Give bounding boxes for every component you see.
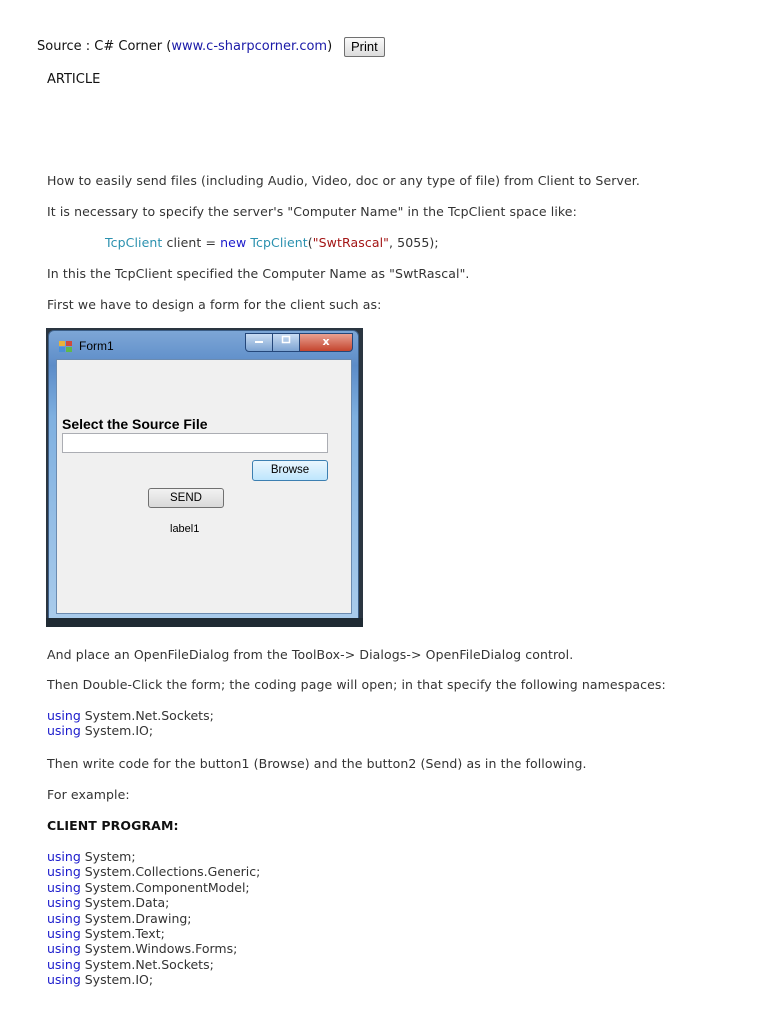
paragraph-openfiledialog: And place an OpenFileDialog from the ToolBox-> Dialogs-> OpenFileDialog control. <box>47 647 574 662</box>
code-token: TcpClient <box>250 235 308 250</box>
paragraph-write-code: Then write code for the button1 (Browse) and the button2 (Send) as in the following. <box>47 756 587 771</box>
code-line <box>47 941 260 956</box>
print-button[interactable]: Print <box>344 37 385 57</box>
heading-client-program: CLIENT PROGRAM: <box>47 818 179 833</box>
code-client-usings <box>47 849 260 988</box>
code-keyword: using <box>47 895 81 911</box>
code-text: System; <box>80 849 136 864</box>
minimize-button[interactable] <box>245 333 273 352</box>
code-text: System.Drawing; <box>80 910 192 926</box>
select-source-label: Select the Source File <box>62 416 208 432</box>
code-keyword: using <box>47 941 81 957</box>
browse-button[interactable]: Browse <box>252 460 328 481</box>
code-line <box>47 895 260 910</box>
code-keyword: using <box>47 879 81 895</box>
code-text: System.Data; <box>80 895 170 911</box>
code-text: System.IO; <box>80 723 154 739</box>
minimize-icon <box>254 335 264 345</box>
code-keyword: using <box>47 956 81 972</box>
source-line <box>37 39 332 54</box>
source-suffix: ) <box>327 39 333 54</box>
code-line <box>47 880 260 895</box>
code-keyword: using <box>47 723 81 739</box>
code-line <box>47 911 260 926</box>
form-client-area <box>56 359 352 614</box>
form-title: Form1 <box>79 339 114 353</box>
code-text: System.Net.Sockets; <box>80 956 214 972</box>
code-keyword: using <box>47 864 81 880</box>
paragraph-design-form: First we have to design a form for the client such as: <box>47 297 382 312</box>
paragraph-computer-name: It is necessary to specify the server's "Computer Name" in the TcpClient space like: <box>47 204 577 219</box>
app-icon <box>59 341 73 353</box>
paragraph-intro: How to easily send files (including Audio, Video, doc or any type of file) from Client to Server. <box>47 173 640 188</box>
code-line <box>47 723 214 738</box>
code-keyword: using <box>47 972 81 988</box>
code-line <box>47 957 260 972</box>
code-line <box>47 972 260 987</box>
code-line <box>47 926 260 941</box>
code-token: , 5055); <box>389 235 439 250</box>
code-namespaces <box>47 708 214 739</box>
paragraph-specified: In this the TcpClient specified the Computer Name as "SwtRascal". <box>47 266 470 281</box>
close-button[interactable] <box>299 333 353 352</box>
form-screenshot <box>46 328 363 627</box>
code-token: client = <box>162 235 221 250</box>
code-line <box>47 708 214 723</box>
article-label: ARTICLE <box>47 72 101 87</box>
form-window <box>48 330 359 620</box>
maximize-icon <box>281 335 291 345</box>
code-line <box>47 864 260 879</box>
code-keyword: using <box>47 708 81 723</box>
code-text: System.Collections.Generic; <box>80 864 261 880</box>
code-line <box>47 849 260 864</box>
code-token: "SwtRascal" <box>312 235 390 250</box>
maximize-button[interactable] <box>272 333 300 352</box>
source-prefix: Source : C# Corner ( <box>37 39 172 54</box>
code-text: System.Text; <box>80 926 165 942</box>
send-button[interactable]: SEND <box>148 488 224 508</box>
code-text: System.Windows.Forms; <box>80 941 238 957</box>
status-label: label1 <box>170 523 200 535</box>
source-file-input[interactable] <box>62 433 328 453</box>
close-icon: x <box>322 335 330 348</box>
code-text: System.IO; <box>80 972 154 988</box>
code-token: ( <box>307 235 313 250</box>
code-tcpclient-line <box>105 235 439 250</box>
code-keyword: using <box>47 910 81 926</box>
code-keyword: using <box>47 849 81 864</box>
screenshot-bottom-strip <box>46 618 363 627</box>
paragraph-for-example: For example: <box>47 787 130 802</box>
code-token: TcpClient <box>105 235 163 250</box>
code-text: System.ComponentModel; <box>80 879 250 895</box>
paragraph-namespaces: Then Double-Click the form; the coding page will open; in that specify the following namespaces: <box>47 677 666 692</box>
source-link[interactable]: www.c-sharpcorner.com <box>171 39 328 54</box>
code-text: System.Net.Sockets; <box>80 708 214 723</box>
code-keyword: using <box>47 926 81 942</box>
code-token: new <box>220 235 247 250</box>
